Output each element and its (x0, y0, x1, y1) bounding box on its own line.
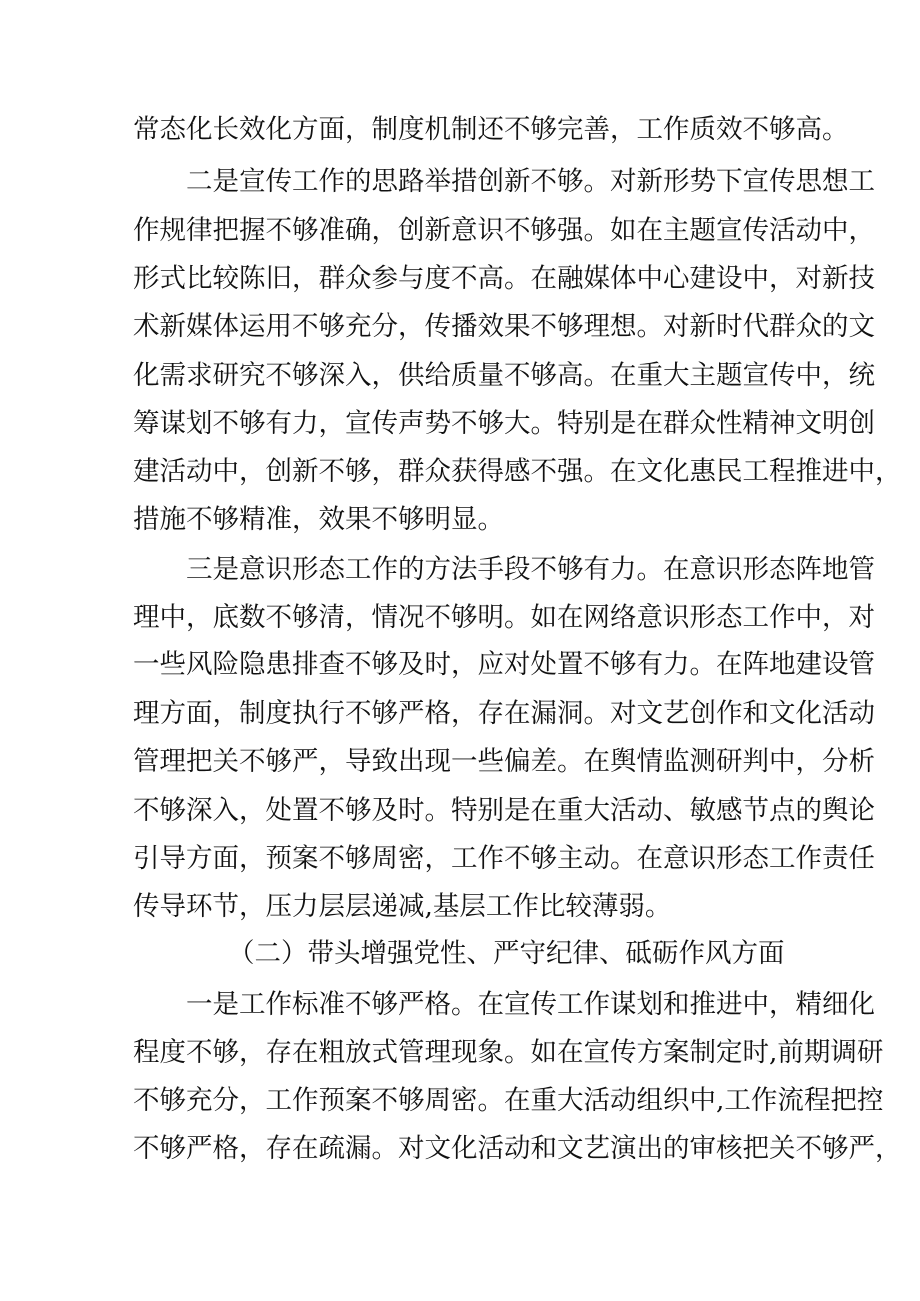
text-line: 措施不够精准，效果不够明显。 (133, 504, 504, 535)
section-heading: （二）带头增强党性、严守纪律、砥砺作风方面 (228, 938, 785, 969)
text-line: 一是工作标准不够严格。在宣传工作谋划和推进中，精细化 (186, 989, 875, 1020)
text-line: 形式比较陈旧，群众参与度不高。在融媒体中心建设中，对新技 (133, 263, 875, 294)
text-line: 传导环节，压力层层递减,基层工作比较薄弱。 (133, 891, 672, 922)
text-line: 不够严格，存在疏漏。对文化活动和文艺演出的审核把关不够严， (133, 1133, 902, 1164)
text-line: 程度不够，存在粗放式管理现象。如在宣传方案制定时,前期调研 (133, 1037, 884, 1068)
text-line: 不够深入，处置不够及时。特别是在重大活动、敏感节点的舆论 (133, 795, 875, 826)
text-line: 化需求研究不够深入，供给质量不够高。在重大主题宣传中，统 (133, 360, 875, 391)
text-line: 理方面，制度执行不够严格，存在漏洞。对文艺创作和文化活动 (133, 698, 875, 729)
text-line: 常态化长效化方面，制度机制还不够完善，工作质效不够高。 (133, 114, 849, 145)
text-line: 二是宣传工作的思路举措创新不够。对新形势下宣传思想工 (186, 166, 875, 197)
text-line: 三是意识形态工作的方法手段不够有力。在意识形态阵地管 (186, 554, 875, 585)
text-line: 作规律把握不够准确，创新意识不够强。如在主题宣传活动中， (133, 215, 875, 246)
text-line: 不够充分，工作预案不够周密。在重大活动组织中,工作流程把控 (133, 1085, 884, 1116)
text-line: 管理把关不够严，导致出现一些偏差。在舆情监测研判中，分析 (133, 746, 875, 777)
text-line: 建活动中，创新不够，群众获得感不强。在文化惠民工程推进中， (133, 456, 902, 487)
text-line: 一些风险隐患排查不够及时，应对处置不够有力。在阵地建设管 (133, 649, 875, 680)
text-line: 理中，底数不够清，情况不够明。如在网络意识形态工作中，对 (133, 602, 875, 633)
text-line: 术新媒体运用不够充分，传播效果不够理想。对新时代群众的文 (133, 311, 875, 342)
text-line: 引导方面，预案不够周密，工作不够主动。在意识形态工作责任 (133, 843, 875, 874)
text-line: 筹谋划不够有力，宣传声势不够大。特别是在群众性精神文明创 (133, 408, 875, 439)
